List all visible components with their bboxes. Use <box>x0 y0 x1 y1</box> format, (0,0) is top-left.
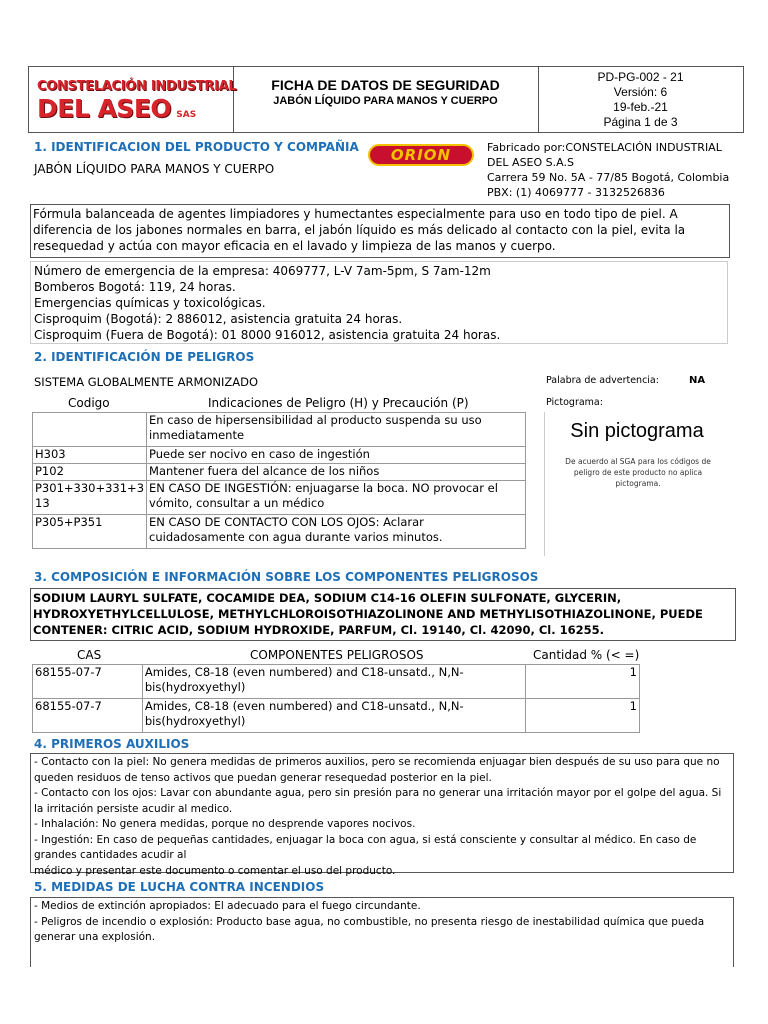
first-aid-line: - Contacto con la piel: No genera medidas de primeros auxilios, pero se recomienda enjuagar bien después de su uso para que no queden residuos de tenso activos que puedan generar resequedad posterior en la piel. <box>34 756 720 784</box>
manufacturer-line: Carrera 59 No. 5A - 77/85 Bogotá, Colombia <box>487 171 730 184</box>
firefighting-line: - Medios de extinción apropiados: El adecuado para el fuego circundante. <box>34 900 421 912</box>
hazard-text: En caso de hipersensibilidad al producto suspenda su uso inmediatamente <box>147 413 526 447</box>
doc-title: FICHA DE DATOS DE SEGURIDAD <box>271 77 500 93</box>
table-row <box>33 413 526 447</box>
signal-word-value: NA <box>689 375 706 386</box>
manufacturer-line: PBX: (1) 4069777 - 3132526836 <box>487 186 665 199</box>
header-title-cell <box>233 66 539 133</box>
table-row <box>33 515 526 549</box>
hazard-code <box>33 413 147 447</box>
table-row <box>33 481 526 515</box>
ingredients-list: SODIUM LAURYL SULFATE, COCAMIDE DEA, SODIUM C14-16 OLEFIN SULFONATE, GLYCERIN, HYDROXYETHYLCELLULOSE, METHYLCHLOROISOTHIAZOLINONE AND METHYLISOTHIAZOLINONE, PUEDE CONTENER: CITRIC ACID, SODIUM HYDROXIDE, PARFUM, Cl. 19140, Cl. 42090, Cl. 16255. <box>30 588 736 641</box>
section5-title: 5. MEDIDAS DE LUCHA CONTRA INCENDIOS <box>34 880 325 894</box>
components-table <box>32 664 640 733</box>
hazard-text: Puede ser nocivo en caso de ingestión <box>147 447 526 464</box>
emergency-line: Número de emergencia de la empresa: 4069777, L-V 7am-5pm, S 7am-12m <box>34 264 491 278</box>
first-aid-line: - Ingestión: En caso de pequeñas cantidades, enjuagar la boca con agua, si está consciente y consultar al médico. En caso de grandes cantidades acudir al <box>34 833 697 861</box>
table-row <box>33 464 526 481</box>
hazard-code: P305+P351 <box>33 515 147 549</box>
hazard-code: P102 <box>33 464 147 481</box>
logo-sas: SAS <box>176 110 197 120</box>
first-aid-box <box>30 753 734 877</box>
section4-title: 4. PRIMEROS AUXILIOS <box>34 737 190 751</box>
page-number: Página 1 de 3 <box>603 115 678 129</box>
manufacturer-line: DEL ASEO S.A.S <box>487 156 574 169</box>
emergency-line: Cisproquim (Fuera de Bogotá): 01 8000 916012, asistencia gratuita 24 horas. <box>34 328 501 342</box>
section2-title: 2. IDENTIFICACIÓN DE PELIGROS <box>34 350 255 364</box>
section1-title: 1. IDENTIFICACION DEL PRODUCTO Y COMPAÑIA <box>34 140 359 154</box>
comp-cas: 68155-07-7 <box>33 699 143 733</box>
hazard-header-code: Codigo <box>68 396 110 410</box>
pictogram-label: Pictograma: <box>546 397 603 408</box>
hazard-table <box>32 412 526 549</box>
comp-header-cas: CAS <box>77 648 102 662</box>
comp-amount: 1 <box>526 665 640 699</box>
brand-text: ORION <box>390 146 452 164</box>
comp-amount: 1 <box>526 699 640 733</box>
table-row <box>33 665 640 699</box>
first-aid-line: - Inhalación: No genera medidas, porque no desprende vapores nocivos. <box>34 818 416 830</box>
no-pictogram-title: Sin pictograma <box>570 420 704 442</box>
version-value: 6 <box>660 85 668 99</box>
logo-line2: DEL ASEO <box>37 94 172 123</box>
first-aid-line: - Contacto con los ojos: Lavar con abundante agua, pero sin presión para no generar una irritación mayor por el golpe del agua. Si la irritación persiste acudir al medico. <box>34 787 722 815</box>
no-pictogram-note: De acuerdo al SGA para los códigos de peligro de este producto no aplica pictograma. <box>565 457 711 488</box>
ghs-system: SISTEMA GLOBALMENTE ARMONIZADO <box>34 375 259 389</box>
table-row <box>33 447 526 464</box>
hazard-header-indications: Indicaciones de Peligro (H) y Precaución (P) <box>208 396 469 410</box>
manufacturer-info <box>487 140 729 200</box>
header-version-cell <box>538 66 744 133</box>
firefighting-box <box>30 897 734 967</box>
emergency-line: Cisproquim (Bogotá): 2 886012, asistencia gratuita 24 horas. <box>34 312 403 326</box>
hazard-table-side-line <box>544 412 545 556</box>
product-description: Fórmula balanceada de agentes limpiadores y humectantes especialmente para uso en todo tipo de piel. A diferencia de los jabones normales en barra, el jabón líquido es más delicado al contacto con la piel, evita la resequedad y actúa con mayor eficacia en el lavado y limpieza de las manos y cuerpo. <box>30 204 730 258</box>
section3-title: 3. COMPOSICIÓN E INFORMACIÓN SOBRE LOS COMPONENTES PELIGROSOS <box>34 570 539 584</box>
comp-name: Amides, C8-18 (even numbered) and C18-unsatd., N,N-bis(hydroxyethyl) <box>142 699 525 733</box>
company-logo <box>37 79 237 123</box>
signal-word-label: Palabra de advertencia: <box>546 375 659 386</box>
hazard-text: EN CASO DE CONTACTO CON LOS OJOS: Aclarar cuidadosamente con agua durante varios minutos. <box>147 515 526 549</box>
emergency-line: Bomberos Bogotá: 119, 24 horas. <box>34 280 236 294</box>
comp-header-components: COMPONENTES PELIGROSOS <box>250 648 424 662</box>
comp-header-amount: Cantidad % (< =) <box>533 648 640 662</box>
comp-name: Amides, C8-18 (even numbered) and C18-unsatd., N,N-bis(hydroxyethyl) <box>142 665 525 699</box>
table-row <box>33 699 640 733</box>
manufacturer-line: Fabricado por:CONSTELACIÓN INDUSTRIAL <box>487 141 722 154</box>
header-logo-cell <box>28 66 237 133</box>
hazard-text: Mantener fuera del alcance de los niños <box>147 464 526 481</box>
hazard-code: H303 <box>33 447 147 464</box>
comp-cas: 68155-07-7 <box>33 665 143 699</box>
hazard-code: P301+330+331+3 13 <box>33 481 147 515</box>
doc-date: 19-feb.-21 <box>613 100 668 114</box>
version-label: Versión: <box>613 85 658 99</box>
doc-code: PD-PG-002 - 21 <box>597 70 684 84</box>
emergency-line: Emergencias químicas y toxicológicas. <box>34 296 266 310</box>
doc-subtitle: JABÓN LÍQUIDO PARA MANOS Y CUERPO <box>273 95 498 107</box>
brand-logo <box>368 144 474 166</box>
emergency-info <box>30 261 728 344</box>
first-aid-line: médico y presentar este documento o comentar el uso del producto. <box>34 864 396 877</box>
firefighting-line: - Peligros de incendio o explosión: Producto base agua, no combustible, no presenta riesgo de inestabilidad química que pueda generar una explosión. <box>34 915 705 943</box>
product-name: JABÓN LÍQUIDO PARA MANOS Y CUERPO <box>34 162 275 176</box>
logo-line1: CONSTELACIÓN INDUSTRIAL <box>37 79 237 94</box>
hazard-text: EN CASO DE INGESTIÓN: enjuagarse la boca. NO provocar el vómito, consultar a un médico <box>147 481 526 515</box>
